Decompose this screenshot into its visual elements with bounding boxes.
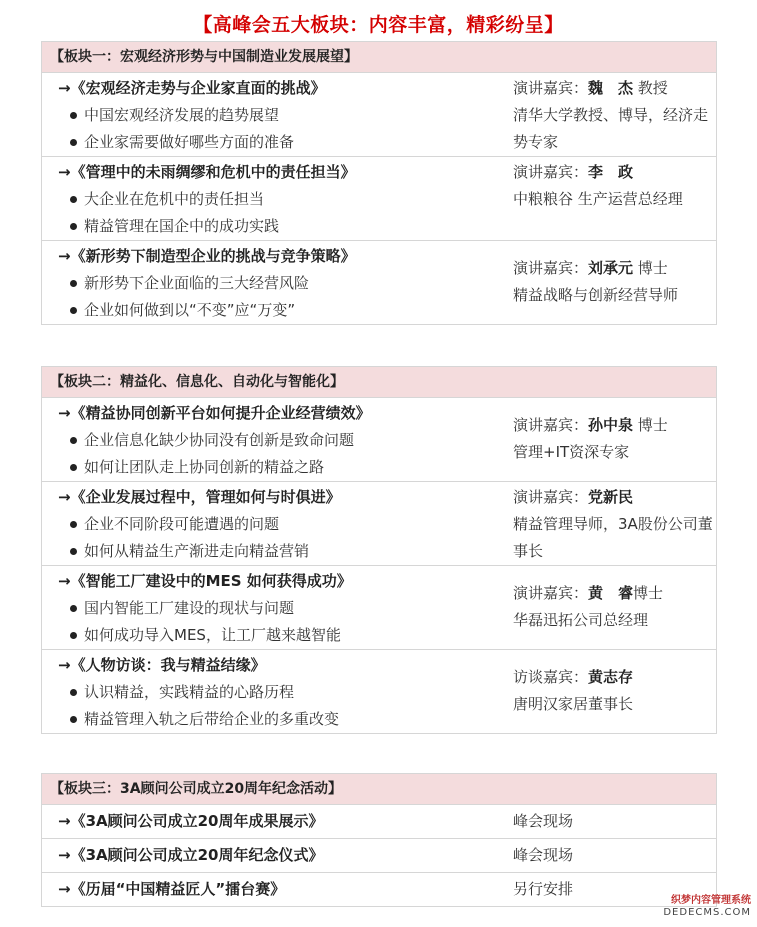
bullet-item: 企业如何做到以“不变”应“万变” [58, 297, 505, 324]
page-title: 【高峰会五大板块：内容丰富，精彩纷呈】 [193, 14, 564, 36]
speaker-suffix: 博士 [633, 259, 668, 277]
bullet-dot-icon [70, 307, 77, 314]
speaker-desc: 精益战略与创新经营导师 [513, 286, 679, 304]
bullet-dot-icon [70, 605, 77, 612]
speaker-name: 魏 杰 [588, 79, 634, 97]
talk-row [42, 566, 716, 650]
bullet-item: 精益管理入轨之后带给企业的多重改变 [58, 706, 505, 733]
speaker-info [505, 398, 716, 481]
speaker-info [505, 650, 716, 733]
bullet-dot-icon [70, 521, 77, 528]
event-location: 峰会现场 [513, 846, 574, 864]
talk-row [42, 73, 716, 157]
bullet-dot-icon [70, 464, 77, 471]
talk-title: →《企业发展过程中，管理如何与时俱进》 [58, 488, 341, 506]
bullet-dot-icon [70, 548, 77, 555]
talk-row [42, 241, 716, 324]
bullet-item: 如何成功导入MES，让工厂越来越智能 [58, 622, 505, 649]
speaker-suffix: 博士 [633, 416, 668, 434]
speaker-label: 演讲嘉宾： [513, 259, 589, 277]
event-location: 另行安排 [513, 880, 574, 898]
bullet-list [58, 270, 505, 324]
talk-row [42, 398, 716, 482]
event-title: →《3A顾问公司成立20周年成果展示》 [58, 812, 324, 830]
bullet-dot-icon [70, 280, 77, 287]
watermark-domain: DEDECMS.COM [663, 907, 751, 918]
block-2 [41, 366, 717, 734]
block-header: 【板块一：宏观经济形势与中国制造业发展展望】 [42, 42, 716, 73]
bullet-item: 如何从精益生产渐进走向精益营销 [58, 538, 505, 565]
talk-title: →《智能工厂建设中的MES 如何获得成功》 [58, 572, 352, 590]
bullet-dot-icon [70, 139, 77, 146]
speaker-desc: 华磊迅拓公司总经理 [513, 611, 649, 629]
speaker-name: 刘承元 [588, 259, 634, 277]
speaker-suffix: 教授 [633, 79, 668, 97]
speaker-name: 李 政 [588, 163, 634, 181]
bullet-item: 企业信息化缺少协同没有创新是致命问题 [58, 427, 505, 454]
block-1 [41, 41, 717, 325]
block-3 [41, 773, 717, 907]
speaker-name: 孙中泉 [588, 416, 634, 434]
speaker-name: 黄志存 [588, 668, 634, 686]
bullet-item: 精益管理在国企中的成功实践 [58, 213, 505, 240]
event-row [42, 873, 716, 906]
bullet-item: 企业不同阶段可能遭遇的问题 [58, 511, 505, 538]
speaker-label: 访谈嘉宾： [513, 668, 589, 686]
bullet-list [58, 186, 505, 240]
bullet-list [58, 679, 505, 733]
talk-row [42, 157, 716, 241]
speaker-name: 黄 睿 [588, 584, 634, 602]
event-title: →《3A顾问公司成立20周年纪念仪式》 [58, 846, 324, 864]
talk-title: →《人物访谈：我与精益结缘》 [58, 656, 266, 674]
speaker-label: 演讲嘉宾： [513, 163, 589, 181]
talk-title: →《新形势下制造型企业的挑战与竞争策略》 [58, 247, 356, 265]
block-header: 【板块二：精益化、信息化、自动化与智能化】 [42, 367, 716, 398]
bullet-item: 新形势下企业面临的三大经营风险 [58, 270, 505, 297]
speaker-info [505, 157, 716, 240]
talk-row [42, 650, 716, 733]
bullet-dot-icon [70, 437, 77, 444]
bullet-item: 企业家需要做好哪些方面的准备 [58, 129, 505, 156]
event-row [42, 805, 716, 839]
bullet-dot-icon [70, 223, 77, 230]
watermark [663, 895, 751, 919]
bullet-dot-icon [70, 632, 77, 639]
speaker-desc: 精益管理导师，3A股份公司董事长 [513, 515, 713, 560]
speaker-suffix: 博士 [633, 584, 664, 602]
bullet-dot-icon [70, 112, 77, 119]
speaker-name: 党新民 [588, 488, 634, 506]
bullet-list [58, 511, 505, 565]
speaker-desc: 清华大学教授、博导，经济走势专家 [513, 106, 709, 151]
block-header: 【板块三：3A顾问公司成立20周年纪念活动】 [42, 774, 716, 805]
talk-row [42, 482, 716, 566]
speaker-info [505, 241, 716, 324]
speaker-label: 演讲嘉宾： [513, 584, 589, 602]
speaker-desc: 管理+IT资深专家 [513, 443, 630, 461]
speaker-label: 演讲嘉宾： [513, 416, 589, 434]
bullet-item: 认识精益，实践精益的心路历程 [58, 679, 505, 706]
talk-title: →《宏观经济走势与企业家直面的挑战》 [58, 79, 326, 97]
talk-title: →《管理中的未雨绸缪和危机中的责任担当》 [58, 163, 356, 181]
bullet-dot-icon [70, 716, 77, 723]
speaker-label: 演讲嘉宾： [513, 488, 589, 506]
speaker-desc: 唐明汉家居董事长 [513, 695, 634, 713]
speaker-info [505, 566, 716, 649]
bullet-item: 国内智能工厂建设的现状与问题 [58, 595, 505, 622]
event-title: →《历届“中国精益匠人”擂台赛》 [58, 880, 286, 898]
bullet-list [58, 427, 505, 481]
bullet-item: 如何让团队走上协同创新的精益之路 [58, 454, 505, 481]
bullet-list [58, 595, 505, 649]
speaker-label: 演讲嘉宾： [513, 79, 589, 97]
speaker-desc: 中粮粮谷 生产运营总经理 [513, 190, 683, 208]
bullet-dot-icon [70, 689, 77, 696]
bullet-list [58, 102, 505, 156]
bullet-dot-icon [70, 196, 77, 203]
event-location: 峰会现场 [513, 812, 574, 830]
speaker-info [505, 73, 716, 156]
event-row [42, 839, 716, 873]
bullet-item: 大企业在危机中的责任担当 [58, 186, 505, 213]
talk-title: →《精益协同创新平台如何提升企业经营绩效》 [58, 404, 371, 422]
speaker-info [505, 482, 716, 565]
bullet-item: 中国宏观经济发展的趋势展望 [58, 102, 505, 129]
watermark-title: 织梦内容管理系统 [671, 895, 751, 906]
